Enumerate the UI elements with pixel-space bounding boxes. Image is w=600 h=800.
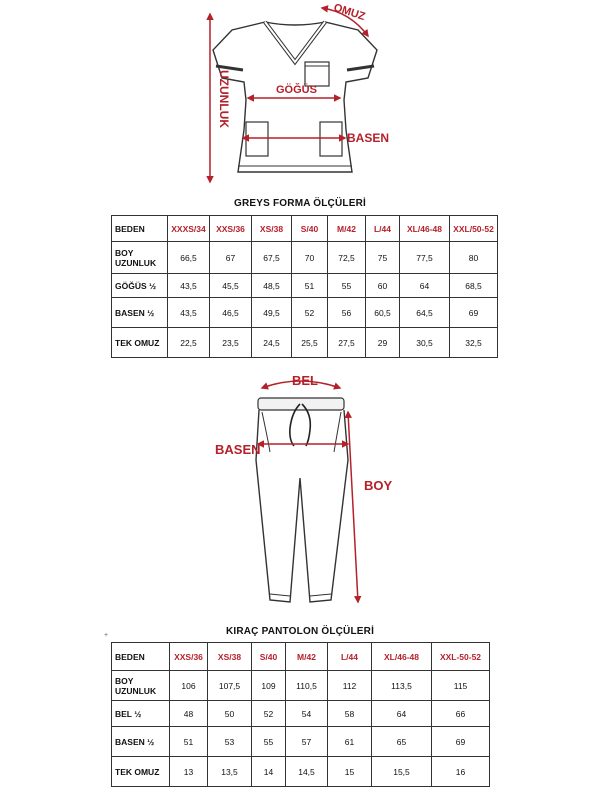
chest-label: GÖĞÜS (276, 84, 317, 96)
header-cell-size: BEDEN (112, 643, 170, 671)
value-cell: 14 (252, 757, 286, 787)
value-cell: 13 (170, 757, 208, 787)
row-label-line: TEK OMUZ (115, 337, 160, 348)
header-cell: S/40 (252, 643, 286, 671)
row-label (112, 701, 170, 727)
pants-length-label: BOY (364, 478, 393, 493)
value-cell: 15,5 (372, 757, 432, 787)
header-cell: XXXS/34 (168, 216, 210, 242)
hip-label: BASEN (347, 131, 390, 145)
value-cell: 61 (328, 727, 372, 757)
value-cell: 22,5 (168, 328, 210, 358)
value-cell: 14,5 (286, 757, 328, 787)
value-cell: 75 (366, 242, 400, 274)
waist-label: BEL (292, 373, 318, 388)
value-cell: 107,5 (208, 671, 252, 701)
value-cell: 13,5 (208, 757, 252, 787)
value-cell: 29 (366, 328, 400, 358)
row-label-line: UZUNLUK (115, 685, 157, 696)
value-cell: 64,5 (400, 298, 450, 328)
row-label (112, 727, 170, 757)
row-label-line: BEL ½ (115, 708, 142, 719)
value-cell: 51 (292, 274, 328, 298)
value-cell: 55 (328, 274, 366, 298)
value-cell: 15 (328, 757, 372, 787)
value-cell: 60,5 (366, 298, 400, 328)
value-cell: 53 (208, 727, 252, 757)
header-cell: M/42 (328, 216, 366, 242)
value-cell: 43,5 (168, 274, 210, 298)
header-cell: XL/46-48 (372, 643, 432, 671)
row-label-line: BASEN ½ (115, 307, 155, 318)
header-cell-size: BEDEN (112, 216, 168, 242)
row-label-line: TEK OMUZ (115, 766, 160, 777)
table-row (112, 757, 490, 787)
value-cell: 27,5 (328, 328, 366, 358)
header-cell: XXL-50-52 (432, 643, 490, 671)
row-label-line: UZUNLUK (115, 257, 157, 268)
table-row (112, 727, 490, 757)
value-cell: 24,5 (252, 328, 292, 358)
header-cell: XXL/50-52 (450, 216, 498, 242)
value-cell: 57 (286, 727, 328, 757)
value-cell: 23,5 (210, 328, 252, 358)
value-cell: 58 (328, 701, 372, 727)
value-cell: 32,5 (450, 328, 498, 358)
value-cell: 16 (432, 757, 490, 787)
length-label: UZUNLUK (217, 70, 231, 128)
value-cell: 43,5 (168, 298, 210, 328)
value-cell: 69 (432, 727, 490, 757)
table-row (112, 701, 490, 727)
header-cell: L/44 (328, 643, 372, 671)
value-cell: 52 (292, 298, 328, 328)
value-cell: 113,5 (372, 671, 432, 701)
value-cell: 64 (400, 274, 450, 298)
row-label (112, 757, 170, 787)
value-cell: 66,5 (168, 242, 210, 274)
value-cell: 69 (450, 298, 498, 328)
header-cell: L/44 (366, 216, 400, 242)
header-cell: S/40 (292, 216, 328, 242)
cell-marker: + (104, 632, 109, 639)
row-label-line: BASEN ½ (115, 736, 155, 747)
value-cell: 49,5 (252, 298, 292, 328)
table-row (112, 671, 490, 701)
bottom-table-title: KIRAÇ PANTOLON ÖLÇÜLERİ (225, 626, 375, 637)
row-label-line: BOY (115, 675, 134, 686)
row-label (112, 671, 170, 701)
value-cell: 45,5 (210, 274, 252, 298)
value-cell: 30,5 (400, 328, 450, 358)
value-cell: 66 (432, 701, 490, 727)
value-cell: 51 (170, 727, 208, 757)
value-cell: 109 (252, 671, 286, 701)
table-header-row (112, 643, 490, 671)
value-cell: 54 (286, 701, 328, 727)
value-cell: 25,5 (292, 328, 328, 358)
pants-outline (256, 410, 348, 602)
value-cell: 70 (292, 242, 328, 274)
value-cell: 72,5 (328, 242, 366, 274)
header-cell: XXS/36 (170, 643, 208, 671)
value-cell: 48,5 (252, 274, 292, 298)
header-cell: M/42 (286, 643, 328, 671)
value-cell: 56 (328, 298, 366, 328)
top-table-title: GREYS FORMA ÖLÇÜLERİ (234, 198, 366, 209)
value-cell: 110,5 (286, 671, 328, 701)
value-cell: 112 (328, 671, 372, 701)
value-cell: 52 (252, 701, 286, 727)
value-cell: 50 (208, 701, 252, 727)
bottom-size-table (111, 642, 490, 787)
value-cell: 46,5 (210, 298, 252, 328)
header-cell: XXS/36 (210, 216, 252, 242)
value-cell: 64 (372, 701, 432, 727)
value-cell: 48 (170, 701, 208, 727)
row-label-line: GÖĞÜS ½ (115, 280, 157, 291)
header-cell: XS/38 (208, 643, 252, 671)
value-cell: 115 (432, 671, 490, 701)
row-label-line: BOY (115, 247, 134, 258)
value-cell: 68,5 (450, 274, 498, 298)
header-cell: XS/38 (252, 216, 292, 242)
pants-hip-label: BASEN (215, 442, 261, 457)
header-cell: XL/46-48 (400, 216, 450, 242)
shoulder-label: OMUZ (332, 1, 367, 24)
value-cell: 60 (366, 274, 400, 298)
value-cell: 65 (372, 727, 432, 757)
value-cell: 77,5 (400, 242, 450, 274)
value-cell: 67 (210, 242, 252, 274)
value-cell: 80 (450, 242, 498, 274)
value-cell: 55 (252, 727, 286, 757)
value-cell: 106 (170, 671, 208, 701)
value-cell: 67,5 (252, 242, 292, 274)
